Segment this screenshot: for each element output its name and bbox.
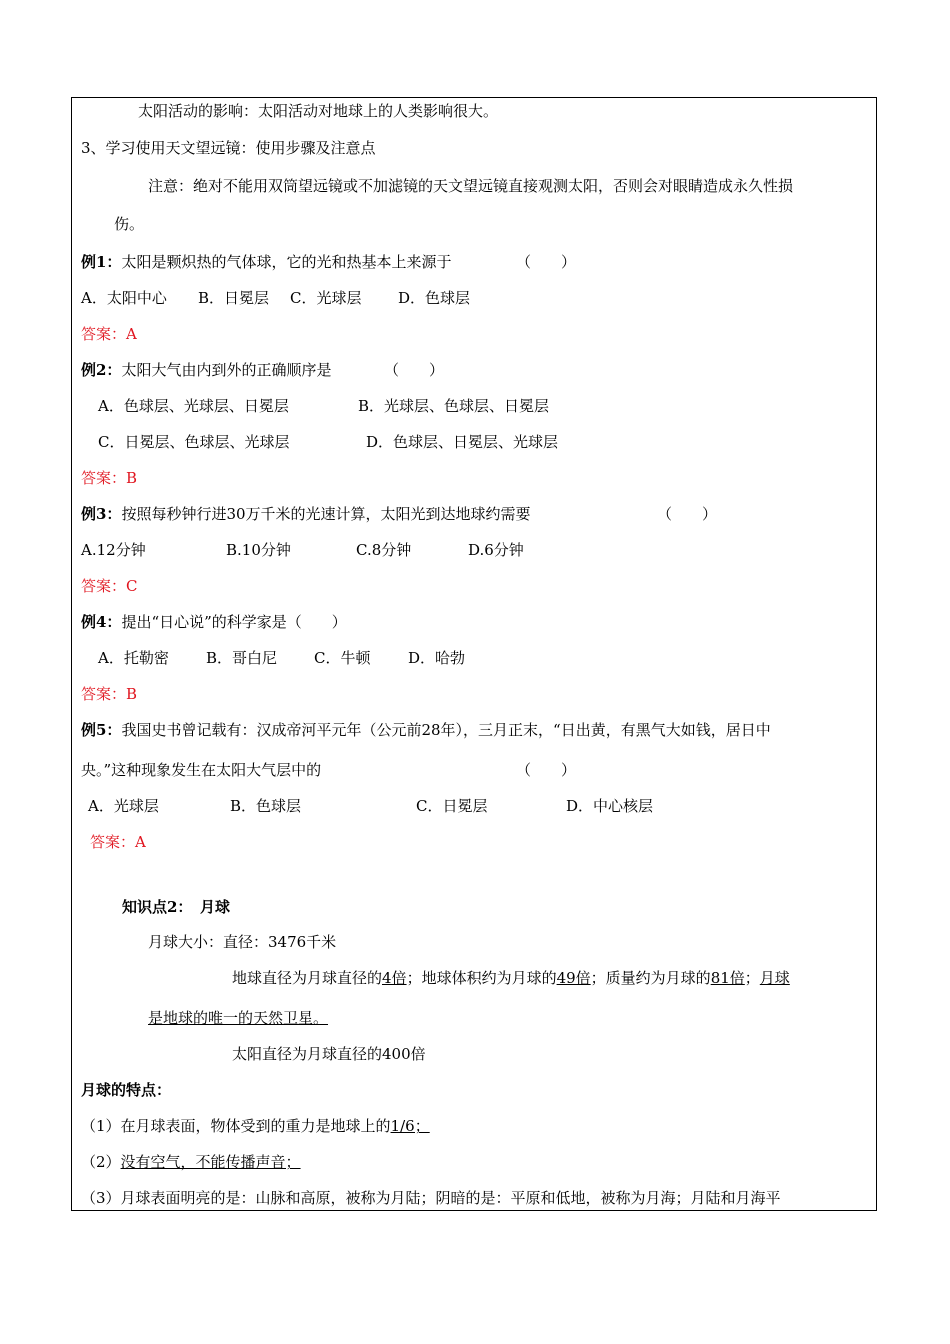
moon-size: 月球大小：直径：3476千米 [148,933,337,951]
telescope-heading: 3、学习使用天文望远镜：使用步骤及注意点 [81,139,376,157]
answer-blank: （ ） [384,361,445,379]
feature-gravity: 1/6； [390,1117,430,1135]
example-question: 提出“日心说”的科学家是（ ） [121,613,347,631]
answer-text: 答案：B [81,469,138,487]
option-a: A.12分钟 [81,541,146,559]
option-a: A．太阳中心 [81,289,167,307]
features-heading: 月球的特点： [81,1081,172,1099]
compare-mass: 81倍 [710,969,745,987]
option-c: C．牛顿 [314,649,371,667]
example-label: 例1： [81,253,122,271]
example-question: 太阳是颗炽热的气体球，它的光和热基本上来源于 [121,253,452,271]
example-question: 按照每秒钟行进30万千米的光速计算，太阳光到达地球约需要 [121,505,531,523]
compare-text: ；质量约为月球的 [590,969,711,987]
compare-volume: 49倍 [556,969,591,987]
answer-text: 答案：A [90,833,146,851]
example-label: 例4： [81,613,122,631]
feature-1 [81,1116,430,1136]
option-d: D．色球层、日冕层、光球层 [366,433,559,451]
option-c: C．日冕层、色球层、光球层 [98,433,290,451]
section-heading: 知识点2： 月球 [122,898,230,916]
option-d: D．中心核层 [566,797,654,815]
option-c: C．日冕层 [416,797,488,815]
feature-air: 没有空气，不能传播声音； [120,1153,301,1171]
option-a: A．托勒密 [98,649,169,667]
option-b: B．光球层、色球层、日冕层 [358,397,550,415]
example-question: 太阳大气由内到外的正确顺序是 [121,361,332,379]
sun-comparison: 太阳直径为月球直径的400倍 [232,1045,426,1063]
content-frame [71,97,877,1211]
option-b: B.10分钟 [226,541,291,559]
example-question: 我国史书曾记载有：汉成帝河平元年（公元前28年），三月正末，“日出黄，有黑气大如钱，居日中 [121,721,771,739]
option-b: B．哥白尼 [206,649,278,667]
option-a: A．色球层、光球层、日冕层 [98,397,289,415]
option-d: D．色球层 [398,289,471,307]
option-c: C．光球层 [290,289,362,307]
option-d: D.6分钟 [468,541,524,559]
compare-text: ；地球体积约为月球的 [406,969,557,987]
example-question-cont: 央。”这种现象发生在太阳大气层中的 [81,761,322,779]
compare-text: 地球直径为月球直径的 [232,969,383,987]
feature-3: （3）月球表面明亮的是：山脉和高原，被称为月陆；阴暗的是：平原和低地，被称为月海；月陆和月海平 [81,1189,781,1207]
moon-satellite: 是地球的唯一的天然卫星。 [148,1009,329,1027]
feature-2 [81,1152,301,1172]
option-d: D．哈勃 [408,649,466,667]
answer-text: 答案：A [81,325,137,343]
answer-blank: （ ） [657,505,718,523]
compare-diameter: 4倍 [382,969,407,987]
compare-satellite: 月球 [759,969,790,987]
option-c: C.8分钟 [356,541,412,559]
caution-text-end: 伤。 [114,215,145,233]
feature-text: （2） [81,1153,121,1171]
compare-text: ； [744,969,760,987]
influence-text: 太阳活动的影响：太阳活动对地球上的人类影响很大。 [138,102,499,120]
answer-text: 答案：C [81,577,138,595]
feature-text: （1）在月球表面，物体受到的重力是地球上的 [81,1117,391,1135]
example-label: 例3： [81,505,122,523]
option-b: B．日冕层 [198,289,270,307]
answer-blank: （ ） [516,253,577,271]
moon-comparison [232,968,790,988]
example-label: 例5： [81,721,122,739]
option-a: A．光球层 [88,797,159,815]
caution-text: 注意：绝对不能用双筒望远镜或不加滤镜的天文望远镜直接观测太阳，否则会对眼睛造成永久性损 [148,177,794,195]
answer-text: 答案：B [81,685,138,703]
answer-blank: （ ） [516,761,577,779]
option-b: B．色球层 [230,797,302,815]
example-label: 例2： [81,361,122,379]
